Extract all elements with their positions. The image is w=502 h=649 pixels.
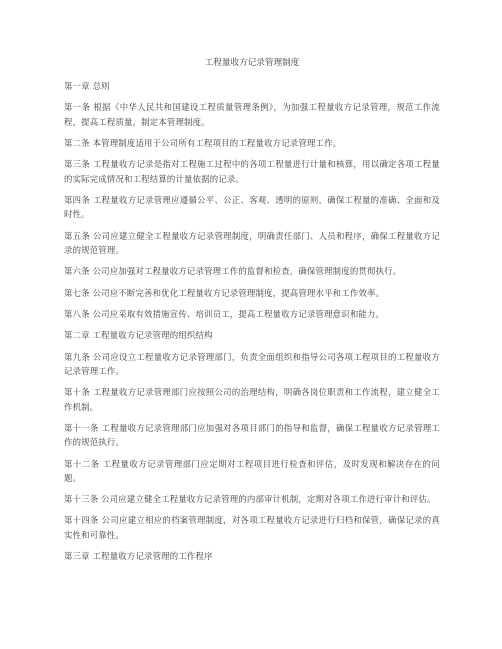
article-11: 第十一条 工程量收方记录管理部门应加强对各项目部门的指导和监督，确保工程量收方记录管理工作的规范执行。 xyxy=(64,422,440,448)
article-9: 第九条 公司应设立工程量收方记录管理部门，负责全面组织和指导公司各项工程项目的工程量收方记录管理工作。 xyxy=(64,351,440,376)
chapter-heading-3: 第三章 工程量收方记录管理的工作程序 xyxy=(64,551,213,562)
document-content xyxy=(64,57,440,570)
article-13: 第十三条 公司应建立健全工程量收方记录管理的内部审计机制，定期对各项工作进行审计和评估。 xyxy=(64,494,436,505)
document-title: 工程量收方记录管理制度 xyxy=(204,58,300,68)
article-4: 第四条 工程量收方记录管理应遵循公平、公正、客观、透明的原则，确保工程量的准确、全面和及时性。 xyxy=(64,194,440,220)
article-7: 第七条 公司应不断完善和优化工程量收方记录管理制度，提高管理水平和工作效率。 xyxy=(64,287,385,298)
article-10: 第十条 工程量收方记录管理部门应按照公司的治理结构，明确各岗位职责和工作流程，建立健全工作机制。 xyxy=(64,387,440,412)
article-8: 第八条 公司应采取有效措施宣传、培训员工，提高工程量收方记录管理意识和能力。 xyxy=(64,308,385,319)
article-12: 第十二条 工程量收方记录管理部门应定期对工程项目进行检查和评估，及时发现和解决存在的问题。 xyxy=(64,458,440,483)
chapter-heading-1: 第一章 总则 xyxy=(64,81,110,91)
article-1: 第一条 根据《中华人民共和国建设工程质量管理条例》，为加强工程量收方记录管理，规范工作流程，提高工程质量，制定本管理制度。 xyxy=(64,102,440,127)
chapter-heading-2: 第二章 工程量收方记录管理的组织结构 xyxy=(64,330,213,341)
article-5: 第五条 公司应建立健全工程量收方记录管理制度，明确责任部门、人员和程序，确保工程量收方记录的规范管理。 xyxy=(64,230,440,255)
article-2: 第二条 本管理制度适用于公司所有工程项目的工程量收方记录管理工作。 xyxy=(64,137,342,148)
article-14: 第十四条 公司应建立相应的档案管理制度，对各项工程量收方记录进行归档和保管，确保记录的真实性和可靠性。 xyxy=(64,515,440,540)
article-6: 第六条 公司应加强对工程量收方记录管理工作的监督和检查，确保管理制度的贯彻执行。 xyxy=(64,266,402,277)
article-3: 第三条 工程量收方记录是指对工程施工过程中的各项工程量进行计量和核算，用以确定各项工程量的实际完成情况和工程结算的计量依据的记录。 xyxy=(64,159,440,184)
